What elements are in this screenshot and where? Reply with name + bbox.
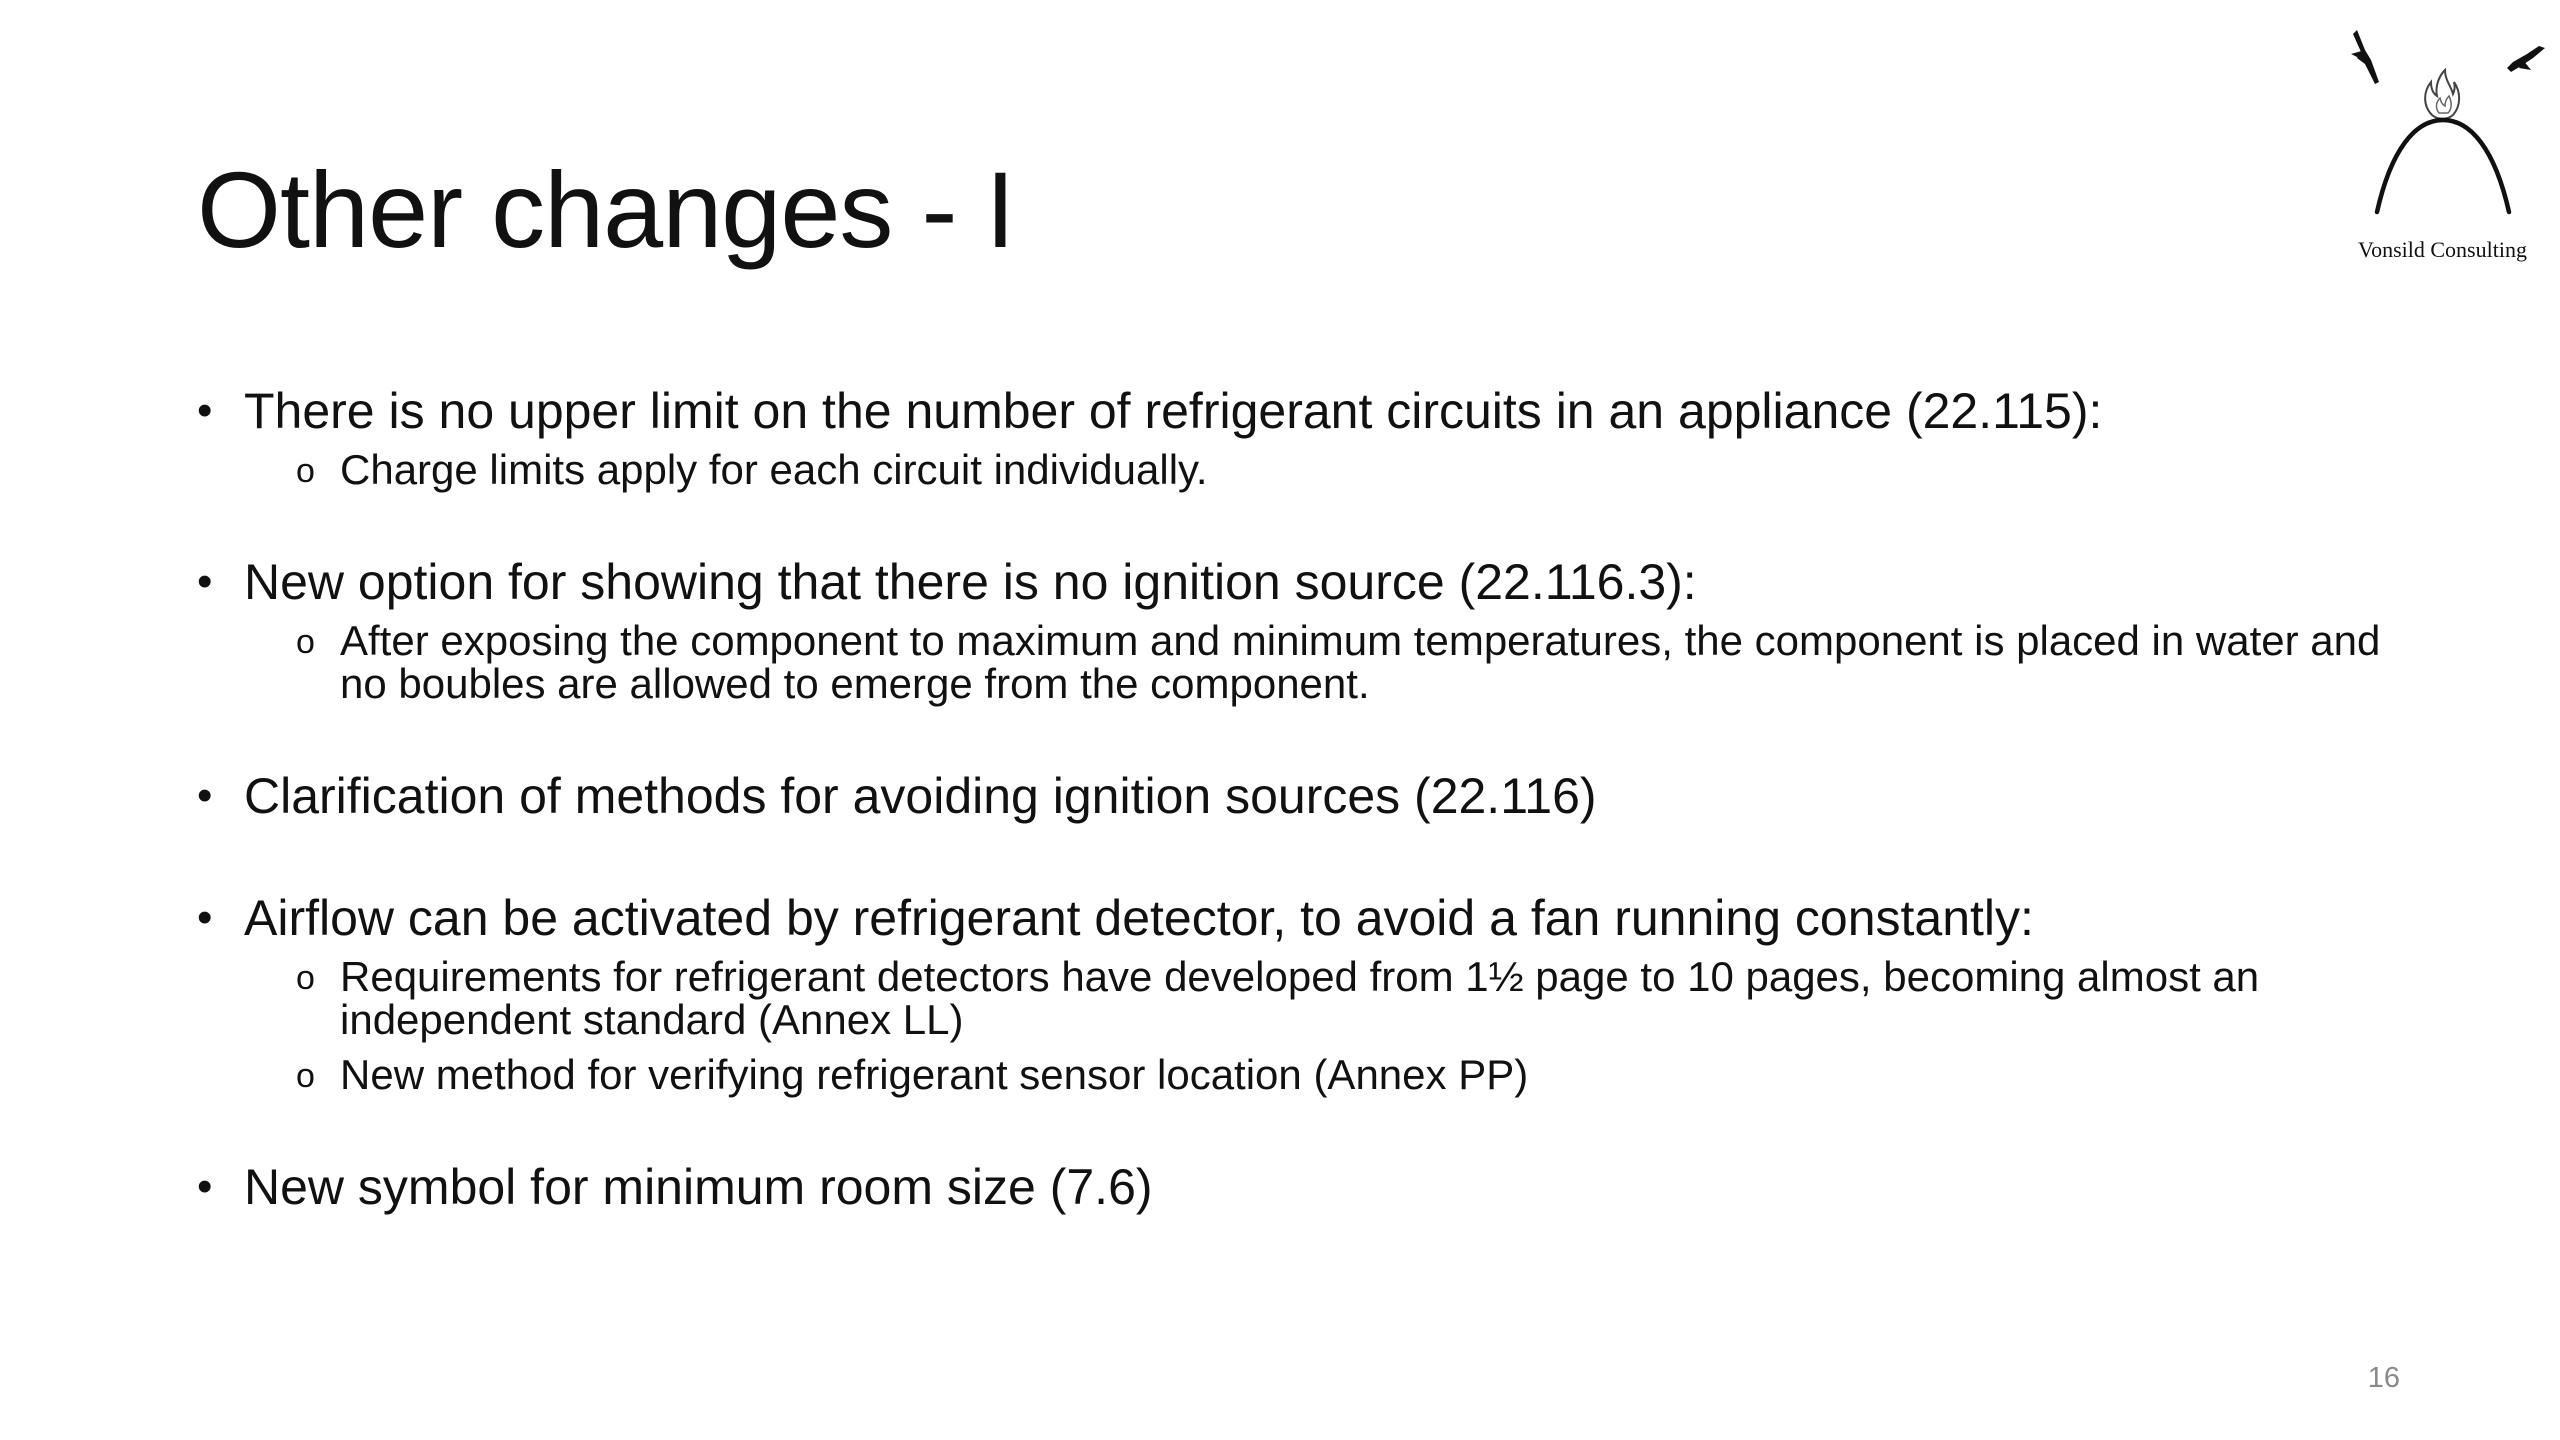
sub-bullet-text: New method for verifying refrigerant sensor location (Annex PP) (340, 1051, 1529, 1098)
bullet-text: New option for showing that there is no ignition source (22.116.3): (244, 554, 1697, 610)
bullet-text: New symbol for minimum room size (7.6) (244, 1159, 1153, 1215)
sub-bullet-item (296, 446, 2397, 493)
bullet-text: There is no upper limit on the number of refrigerant circuits in an appliance (22.115): (244, 383, 2103, 439)
bullet-item (197, 1156, 2397, 1218)
logo-graphic (2335, 20, 2550, 235)
sub-bullet-item (296, 617, 2397, 707)
sub-list (244, 448, 2397, 491)
bullet-text: Airflow can be activated by refrigerant detector, to avoid a fan running constantly: (244, 890, 2034, 946)
sub-bullet-marker: o (296, 623, 315, 661)
sub-bullet-text: Requirements for refrigerant detectors have developed from 1½ page to 10 pages, becoming almost an independent standard (Annex LL) (340, 953, 2260, 1043)
sub-bullet-marker: o (296, 1057, 315, 1095)
logo-text: Vonsild Consulting (2358, 237, 2527, 262)
sub-bullet-marker: o (296, 959, 315, 997)
company-logo (2335, 20, 2550, 262)
sub-list (244, 955, 2397, 1096)
flame-icon (2425, 70, 2459, 119)
bird-icon (2507, 46, 2545, 72)
page-number: 16 (2367, 1362, 2400, 1394)
bullet-dot: • (197, 771, 213, 820)
slide-title: Other changes - I (197, 149, 1015, 270)
sub-bullet-text: Charge limits apply for each circuit individually. (340, 446, 1208, 493)
bullet-text: Clarification of methods for avoiding ignition sources (22.116) (244, 768, 1597, 824)
bullet-dot: • (197, 1162, 213, 1211)
bird-icon (2351, 30, 2379, 84)
sub-bullet-item (296, 953, 2397, 1043)
bullet-item (197, 887, 2397, 1096)
bullet-item (197, 380, 2397, 491)
bullet-dot: • (197, 557, 213, 606)
bullet-dot: • (197, 386, 213, 435)
bullet-dot: • (197, 893, 213, 942)
bullet-item (197, 551, 2397, 705)
sub-list (244, 619, 2397, 705)
bullet-item (197, 765, 2397, 827)
bullet-list (197, 380, 2397, 1218)
sub-bullet-marker: o (296, 452, 315, 490)
arch-icon (2377, 120, 2509, 212)
sub-bullet-item (296, 1051, 2397, 1098)
sub-bullet-text: After exposing the component to maximum and minimum temperatures, the component is placed in water and no boubles are allowed to emerge from the component. (340, 617, 2381, 707)
